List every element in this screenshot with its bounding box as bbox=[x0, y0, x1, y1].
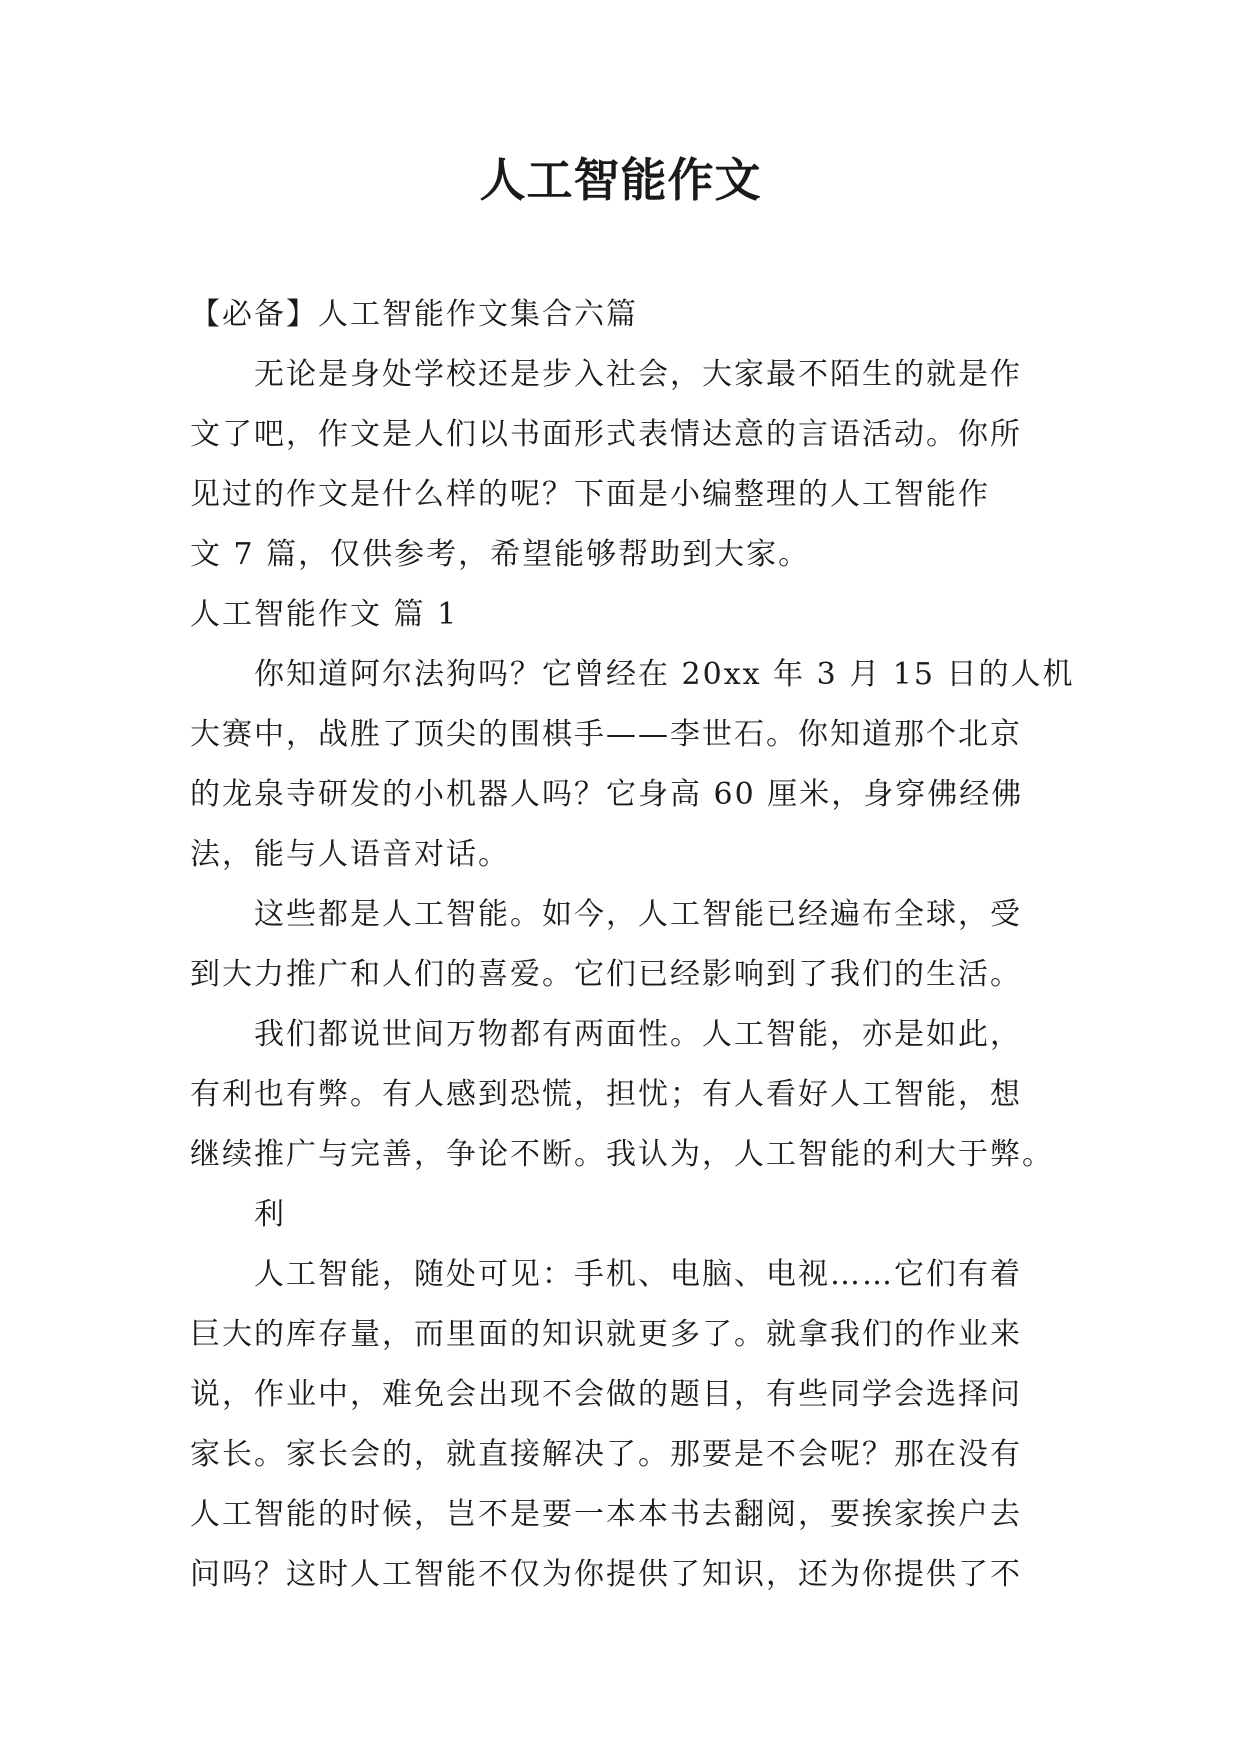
text-line: 利 bbox=[254, 1197, 286, 1232]
text-line: 见过的作文是什么样的呢？下面是小编整理的人工智能作 bbox=[190, 477, 990, 512]
text-line: 这些都是人工智能。如今，人工智能已经遍布全球，受 bbox=[254, 897, 1022, 932]
document-body bbox=[190, 285, 1075, 1605]
text-line: 法，能与人语音对话。 bbox=[190, 837, 510, 872]
text-line: 文 7 篇，仅供参考，希望能够帮助到大家。 bbox=[190, 537, 811, 572]
text-line: 家长。家长会的，就直接解决了。那要是不会呢？那在没有 bbox=[190, 1437, 1022, 1472]
page-title: 人工智能作文 bbox=[479, 153, 762, 207]
text-line: 我们都说世间万物都有两面性。人工智能，亦是如此， bbox=[254, 1017, 1022, 1052]
text-line: 有利也有弊。有人感到恐慌，担忧；有人看好人工智能，想 bbox=[190, 1077, 1022, 1112]
text-line: 继续推广与完善，争论不断。我认为，人工智能的利大于弊。 bbox=[190, 1137, 1054, 1172]
text-line: 说，作业中，难免会出现不会做的题目，有些同学会选择问 bbox=[190, 1377, 1022, 1412]
text-line: 人工智能作文 篇 1 bbox=[190, 597, 459, 632]
text-line: 巨大的库存量，而里面的知识就更多了。就拿我们的作业来 bbox=[190, 1317, 1022, 1352]
text-line: 的龙泉寺研发的小机器人吗？它身高 60 厘米，身穿佛经佛 bbox=[190, 777, 1024, 812]
text-line: 你知道阿尔法狗吗？它曾经在 20xx 年 3 月 15 日的人机 bbox=[254, 657, 1075, 692]
text-line: 问吗？这时人工智能不仅为你提供了知识，还为你提供了不 bbox=[190, 1557, 1022, 1592]
text-line: 【必备】人工智能作文集合六篇 bbox=[190, 297, 638, 332]
text-line: 人工智能的时候，岂不是要一本本书去翻阅，要挨家挨户去 bbox=[190, 1497, 1022, 1532]
text-line: 大赛中，战胜了顶尖的围棋手——李世石。你知道那个北京 bbox=[190, 717, 1022, 752]
text-line: 文了吧，作文是人们以书面形式表情达意的言语活动。你所 bbox=[190, 417, 1022, 452]
text-line: 到大力推广和人们的喜爱。它们已经影响到了我们的生活。 bbox=[190, 957, 1022, 992]
text-line: 人工智能，随处可见：手机、电脑、电视……它们有着 bbox=[254, 1257, 1022, 1292]
text-line: 无论是身处学校还是步入社会，大家最不陌生的就是作 bbox=[254, 357, 1022, 392]
